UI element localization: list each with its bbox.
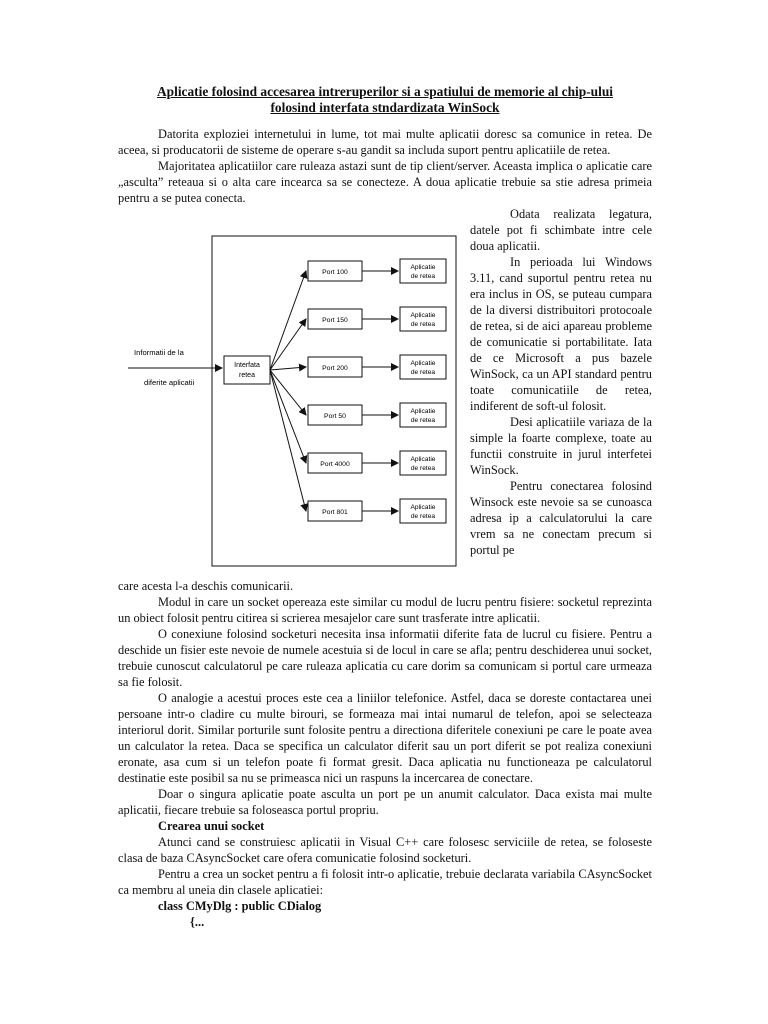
- document-page: [118, 84, 652, 930]
- app-label-line1: Aplicatie: [410, 264, 436, 271]
- document-title: [118, 84, 652, 116]
- title-line-1: Aplicatie folosind accesarea intreruperilor si a spatiului de memorie al chip-ului: [156, 84, 613, 99]
- port-label: Port 801: [322, 509, 348, 516]
- input-label-1: Informatii de la: [134, 348, 184, 357]
- body-paragraph-4: O analogie a acestui proces este cea a liniilor telefonice. Astfel, daca se doreste contactarea unei persoane intr-o cladire cu multe birouri, se formeaza mai intai numarul de telefon, apoi se selecteaza interiorul dorit. Similar porturile sunt folosite pentru a directiona diferitele conexiuni pe care le poate avea un calculator la retea. Daca se specifica un calculator diferit sau un port diferit se pot realiza conexiuni eronate, asa cum si un telefon poate fi format gresit. Daca aplicatia nu functioneaza pe calculatorul destinatie este posibil sa nu se primeasca nici un raspuns la incercarea de conectare.: [118, 691, 652, 785]
- app-label-line1: Aplicatie: [410, 456, 436, 463]
- side-text-column: [470, 206, 652, 558]
- section-heading: Crearea unui socket: [158, 819, 265, 833]
- section-paragraph-2: Pentru a crea un socket pentru a fi folosit intr-o aplicatie, trebuie declarata variabila CAsyncSocket ca membru al uneia din clasele aplicatiei:: [118, 867, 652, 897]
- body-paragraph-5: Doar o singura aplicatie poate asculta un port pe un anumit calculator. Daca exista mai multe aplicatii, fiecare trebuie sa foloseasca portul propriu.: [118, 787, 652, 817]
- app-label-line2: de retea: [410, 513, 436, 520]
- fanout-arrow: [270, 367, 306, 370]
- fanout-arrow: [270, 370, 306, 463]
- app-label-line2: de retea: [410, 273, 436, 280]
- diagram-with-text: [118, 206, 652, 578]
- port-label: Port 100: [322, 269, 348, 276]
- side-paragraph-4: Pentru conectarea folosind Winsock este nevoie sa se cunoasca adresa ip a calculatorului la care vrem sa ne conectam precum si portul pe: [470, 479, 652, 557]
- intro-paragraph-1: Datorita exploziei internetului in lume, tot mai multe aplicatii doresc sa comunice in retea. De aceea, si producatorii de sisteme de operare s-au gandit sa includa suport pentru aplicatiile de retea.: [118, 127, 652, 157]
- body-paragraph-2: Modul in care un socket opereaza este similar cu modul de lucru pentru fisiere: socketul reprezinta un obiect folosit pentru citirea si scrierea mesajelor care sunt trasferate intre aplicatii.: [118, 595, 652, 625]
- side-paragraph-1: Odata realizata legatura, datele pot fi schimbate intre cele doua aplicatii.: [470, 207, 652, 253]
- app-label-line1: Aplicatie: [410, 408, 436, 415]
- app-label-line2: de retea: [410, 417, 436, 424]
- app-label-line1: Aplicatie: [410, 360, 436, 367]
- body-paragraph-1: care acesta l-a deschis comunicarii.: [118, 579, 294, 593]
- app-label-line1: Aplicatie: [410, 504, 436, 511]
- port-label: Port 200: [322, 365, 348, 372]
- network-diagram: [118, 222, 458, 570]
- port-label: Port 50: [324, 413, 346, 420]
- app-label-line2: de retea: [410, 465, 436, 472]
- code-line-1: class CMyDlg : public CDialog: [158, 899, 322, 913]
- input-label-2: diferite aplicatii: [144, 378, 195, 387]
- code-line-2: {...: [190, 915, 205, 929]
- app-label-line2: de retea: [410, 321, 436, 328]
- fanout-arrow: [270, 319, 306, 370]
- app-label-line1: Aplicatie: [410, 312, 436, 319]
- section-paragraph-1: Atunci cand se construiesc aplicatii in Visual C++ care folosesc serviciile de retea, se foloseste clasa de baza CAsyncSocket care ofera comunicatie folosind socketuri.: [118, 835, 652, 865]
- port-label: Port 4000: [320, 461, 350, 468]
- interface-label-1: Interfata: [234, 362, 260, 369]
- interface-label-2: retea: [239, 372, 255, 379]
- fanout-arrow: [270, 370, 306, 511]
- app-label-line2: de retea: [410, 369, 436, 376]
- interface-box: [224, 356, 270, 384]
- intro-paragraph-2: Majoritatea aplicatiilor care ruleaza astazi sunt de tip client/server. Aceasta implica o aplicatie care „asculta” reteaua si o alta care incearca sa se conecteze. A doua aplicatie trebuie sa stie adresa primeia pentru a se putea conecta.: [118, 159, 652, 205]
- body-paragraph-3: O conexiune folosind socketuri necesita insa informatii diferite fata de lucrul cu fisiere. Pentru a deschide un fisier este nevoie de numele acestuia si de locul in care se afla; pentru deschiderea unui socket, trebuie cunoscut calculatorul pe care ruleaza aplicatia cu care dorim sa comunicam si portul care urmeaza sa fie folosit.: [118, 627, 652, 689]
- side-paragraph-2: In perioada lui Windows 3.11, cand suportul pentru retea nu era inclus in OS, se puteau cumpara de la diversi distribuitori protocoale de retea, si de aici apareau probleme de comunicatie si portabilitate. Iata de ce Microsoft a pus bazele WinSock, ca un API standard pentru toate comunicatiile de retea, indiferent de soft-ul folosit.: [470, 255, 652, 413]
- title-line-2: folosind interfata stndardizata WinSock: [270, 100, 500, 115]
- side-paragraph-3: Desi aplicatiile variaza de la simple la foarte complexe, toate au functii construite in jurul interfetei WinSock.: [470, 415, 652, 477]
- fanout-arrow: [270, 271, 306, 370]
- port-label: Port 150: [322, 317, 348, 324]
